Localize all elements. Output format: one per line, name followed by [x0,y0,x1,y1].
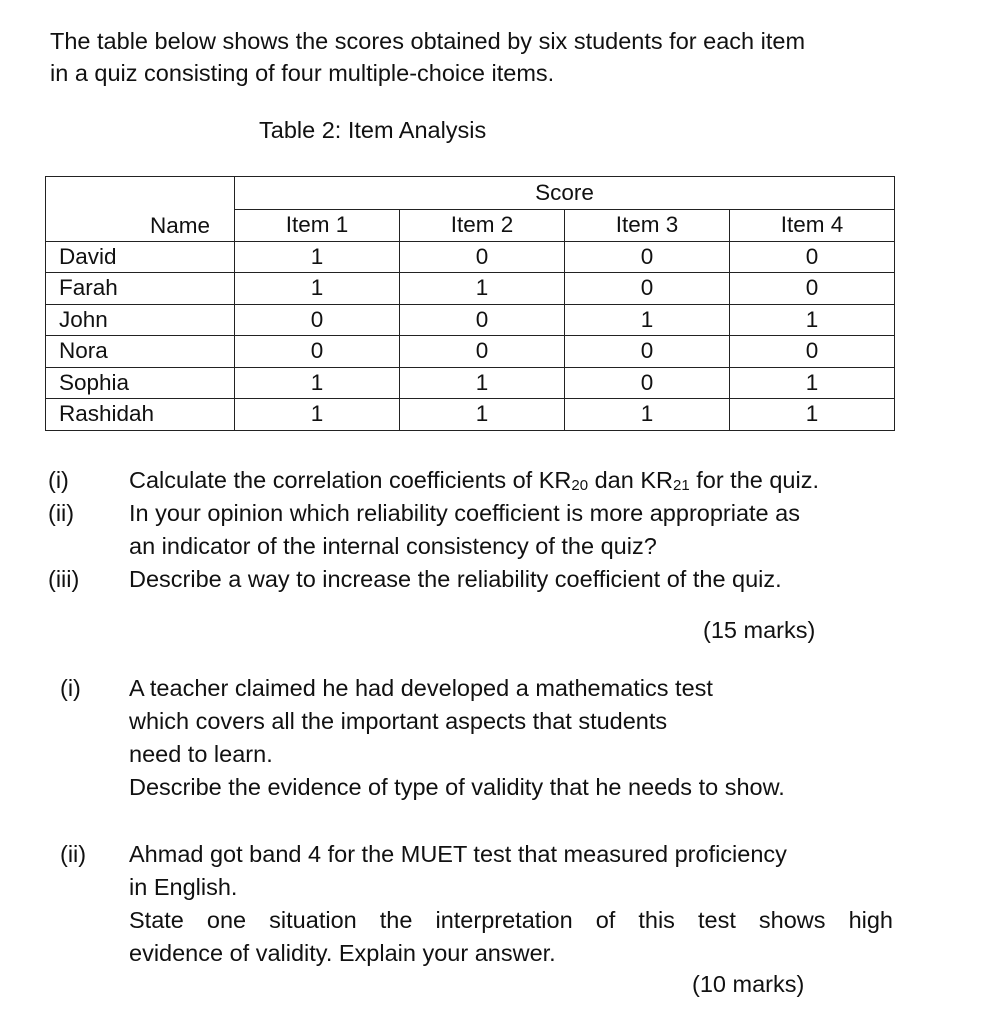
table-header-row-score [46,177,895,210]
score-cell: 0 [400,336,565,368]
q2-marks: (10 marks) [692,971,805,997]
score-cell: 1 [565,399,730,431]
score-cell: 1 [235,399,400,431]
q1-marks: (15 marks) [703,617,816,643]
intro-line-2: in a quiz consisting of four multiple-choice items. [50,60,555,86]
score-cell: 0 [400,241,565,273]
student-name: Rashidah [46,399,235,431]
q1-part-i-text-a: Calculate the correlation coefficients of KR [129,467,572,493]
q1-part-i-number: (i) [48,467,69,493]
q2-part-i-line-3: need to learn. [129,741,273,767]
table-row [46,336,895,368]
q1-part-ii-line-2: an indicator of the internal consistency of the quiz? [129,533,657,559]
q2-part-ii-line-3-wrap [129,904,893,937]
q2-part-i-number: (i) [60,675,81,701]
table-row [46,241,895,273]
score-cell: 0 [730,336,895,368]
score-cell: 0 [400,304,565,336]
score-cell: 1 [235,367,400,399]
q1-part-ii-number: (ii) [48,500,75,526]
student-name: John [46,304,235,336]
score-cell: 0 [730,273,895,305]
q2-part-ii-line-4: evidence of validity. Explain your answer. [129,940,556,966]
score-cell: 1 [400,273,565,305]
table-row [46,399,895,431]
score-cell: 0 [235,304,400,336]
q1-part-iii-line-1: Describe a way to increase the reliability coefficient of the quiz. [129,566,782,592]
item-3-header: Item 3 [565,210,730,242]
table-caption: Table 2: Item Analysis [259,117,487,143]
item-2-header: Item 2 [400,210,565,242]
score-cell: 0 [565,241,730,273]
item-1-header: Item 1 [235,210,400,242]
score-cell: 0 [565,336,730,368]
q2-part-i-line-1: A teacher claimed he had developed a mathematics test [129,675,713,701]
q1-part-i-text-b: dan KR [588,467,673,493]
kr20-subscript: 20 [571,477,589,494]
table-row [46,273,895,305]
q2-part-ii-line-1: Ahmad got band 4 for the MUET test that measured proficiency [129,841,787,867]
student-name: Nora [46,336,235,368]
score-column-header: Score [235,177,895,210]
table-row [46,367,895,399]
score-cell: 0 [565,273,730,305]
student-name: Farah [46,273,235,305]
q2-part-ii-line-2: in English. [129,874,238,900]
student-name: David [46,241,235,273]
score-cell: 0 [730,241,895,273]
q2-part-ii-line-3: State one situation the interpretation of this test shows high [129,907,893,933]
intro-paragraph [50,25,805,89]
item-analysis-table [45,176,895,431]
score-cell: 1 [730,399,895,431]
score-cell: 1 [235,241,400,273]
q2-part-ii-number: (ii) [60,841,87,867]
item-4-header: Item 4 [730,210,895,242]
score-cell: 1 [565,304,730,336]
score-cell: 1 [400,399,565,431]
q2-part-i-line-4: Describe the evidence of type of validity that he needs to show. [129,774,785,800]
table-row [46,304,895,336]
score-cell: 1 [730,367,895,399]
score-cell: 1 [235,273,400,305]
score-cell: 1 [730,304,895,336]
student-name: Sophia [46,367,235,399]
kr21-subscript: 21 [673,477,690,494]
q1-part-i-text-c: for the quiz. [689,467,820,493]
intro-line-1: The table below shows the scores obtained by six students for each item [50,28,806,54]
q1-part-ii-line-1: In your opinion which reliability coefficient is more appropriate as [129,500,800,526]
name-column-header: Name [46,177,235,242]
q2-part-i-line-2: which covers all the important aspects that students [129,708,668,734]
q1-part-iii-number: (iii) [48,566,80,592]
score-cell: 0 [565,367,730,399]
score-cell: 1 [400,367,565,399]
score-cell: 0 [235,336,400,368]
